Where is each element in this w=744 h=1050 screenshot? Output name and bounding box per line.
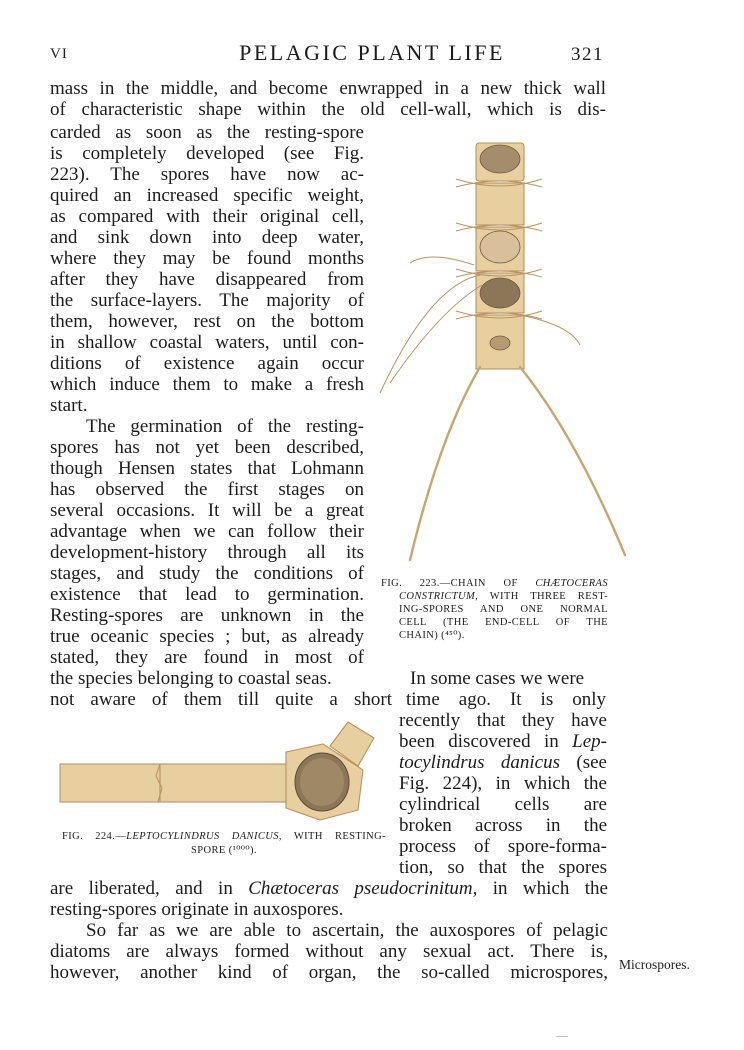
text-span: are liberated, and in: [50, 878, 249, 899]
figure-223-caption-line: [399, 591, 608, 604]
text-line: spores has not yet been described,: [50, 437, 364, 458]
caption-species: CONSTRICTUM,: [399, 591, 479, 602]
text-line: existence that lead to germination.: [50, 584, 364, 605]
species-name: tocylindrus danicus: [399, 752, 560, 773]
text-line: diatoms are always formed without any sexual act. There is,: [50, 941, 608, 962]
text-line: of characteristic shape within the old cell-wall, which is dis-: [50, 99, 606, 120]
cylindrical-cell: [60, 764, 160, 802]
text-line: the species belonging to coastal seas.: [50, 668, 332, 689]
resting-spore: [480, 231, 520, 263]
text-line: which induce them to make a fresh: [50, 374, 364, 395]
text-line: stated, they are found in most of: [50, 647, 364, 668]
margin-note: Microspores.: [619, 957, 690, 972]
text-line: the surface-layers. The majority of: [50, 290, 364, 311]
text-line: mass in the middle, and become enwrapped in a new thick wall: [50, 78, 606, 99]
caption-species: LEPTOCYLINDRUS DANICUS,: [126, 831, 282, 842]
text-line: is completely developed (see Fig.: [50, 143, 364, 164]
text-line: [399, 731, 607, 752]
species-name: Lep-: [572, 731, 607, 752]
text-line: [50, 878, 608, 899]
text-line: in shallow coastal waters, until con-: [50, 332, 364, 353]
text-span: in which the: [477, 878, 608, 899]
text-line: though Hensen states that Lohmann: [50, 458, 364, 479]
seta: [410, 257, 474, 265]
caption-text: FIG. 223.—CHAIN OF: [381, 578, 536, 589]
text-line: So far as we are able to ascertain, the auxospores of pelagic: [86, 920, 608, 941]
text-line: Fig. 224), in which the: [399, 773, 607, 794]
text-line: advantage when we can follow their: [50, 521, 364, 542]
text-line: true oceanic species ; but, as already: [50, 626, 364, 647]
figure-223-caption-line: [381, 578, 608, 591]
text-line: as compared with their original cell,: [50, 206, 364, 227]
text-line: The germination of the resting-: [86, 416, 364, 437]
text-line: development-history through all its: [50, 542, 364, 563]
text-line: several occasions. It will be a great: [50, 500, 364, 521]
page-number: 321: [571, 44, 604, 65]
chapter-number: VI: [50, 46, 68, 62]
terminal-seta: [520, 367, 625, 555]
figure-223-caption-line: CELL (THE END-CELL OF THE: [399, 617, 608, 628]
figure-223-caption-line: CHAIN) (⁴⁵⁰).: [399, 630, 465, 641]
text-line: not aware of them till quite a short: [50, 689, 392, 710]
text-span: (see: [560, 752, 607, 773]
caption-species: CHÆTOCERAS: [535, 578, 608, 589]
caption-text: WITH THREE REST-: [478, 591, 608, 602]
caption-text: FIG. 224.—: [62, 831, 127, 842]
terminal-seta: [410, 367, 480, 560]
cylindrical-cell: [160, 764, 295, 802]
species-name: Chætoceras pseudocrinitum,: [248, 878, 478, 899]
text-line: resting-spores originate in auxospores.: [50, 899, 344, 920]
text-line: ditions of existence again occur: [50, 353, 364, 374]
resting-spore: [480, 278, 520, 308]
text-line: has observed the first stages on: [50, 479, 364, 500]
cell-nucleus: [490, 336, 510, 350]
text-line: where they may be found months: [50, 248, 364, 269]
text-line: and sink down into deep water,: [50, 227, 364, 248]
text-line: tion, so that the spores: [399, 857, 607, 878]
text-line: time ago. It is only: [406, 689, 606, 710]
text-line: stages, and study the conditions of: [50, 563, 364, 584]
text-line: broken across in the: [399, 815, 607, 836]
caption-text: WITH RESTING-: [281, 831, 386, 842]
spore-interior: [300, 758, 344, 806]
resting-spore: [480, 145, 520, 173]
text-line: after they have disappeared from: [50, 269, 364, 290]
text-line: quired an increased specific weight,: [50, 185, 364, 206]
chain-cell: [476, 183, 524, 225]
seta: [390, 285, 482, 383]
text-line: recently that they have: [399, 710, 607, 731]
signature-mark: [556, 1036, 568, 1037]
figure-223-illustration: [370, 135, 640, 565]
text-line: process of spore-forma-: [399, 836, 607, 857]
text-line: In some cases we were: [410, 668, 585, 689]
figure-224-caption: SPORE (¹⁰⁰⁰).: [191, 845, 257, 856]
seta: [520, 315, 580, 345]
text-line: start.: [50, 395, 88, 416]
text-line: Resting-spores are unknown in the: [50, 605, 364, 626]
running-title: PELAGIC PLANT LIFE: [239, 40, 505, 65]
figure-223-caption-line: ING-SPORES AND ONE NORMAL: [399, 604, 608, 615]
text-span: been discovered in: [399, 731, 573, 752]
terminal-setae: [410, 367, 625, 560]
text-line: them, however, rest on the bottom: [50, 311, 364, 332]
figure-224-illustration: [58, 718, 388, 828]
text-line: however, another kind of organ, the so-called microspores,: [50, 962, 608, 983]
text-line: carded as soon as the resting-spore: [50, 122, 364, 143]
text-line: cylindrical cells are: [399, 794, 607, 815]
text-line: 223). The spores have now ac-: [50, 164, 364, 185]
figure-224-caption: [62, 831, 386, 844]
text-line: [399, 752, 607, 773]
